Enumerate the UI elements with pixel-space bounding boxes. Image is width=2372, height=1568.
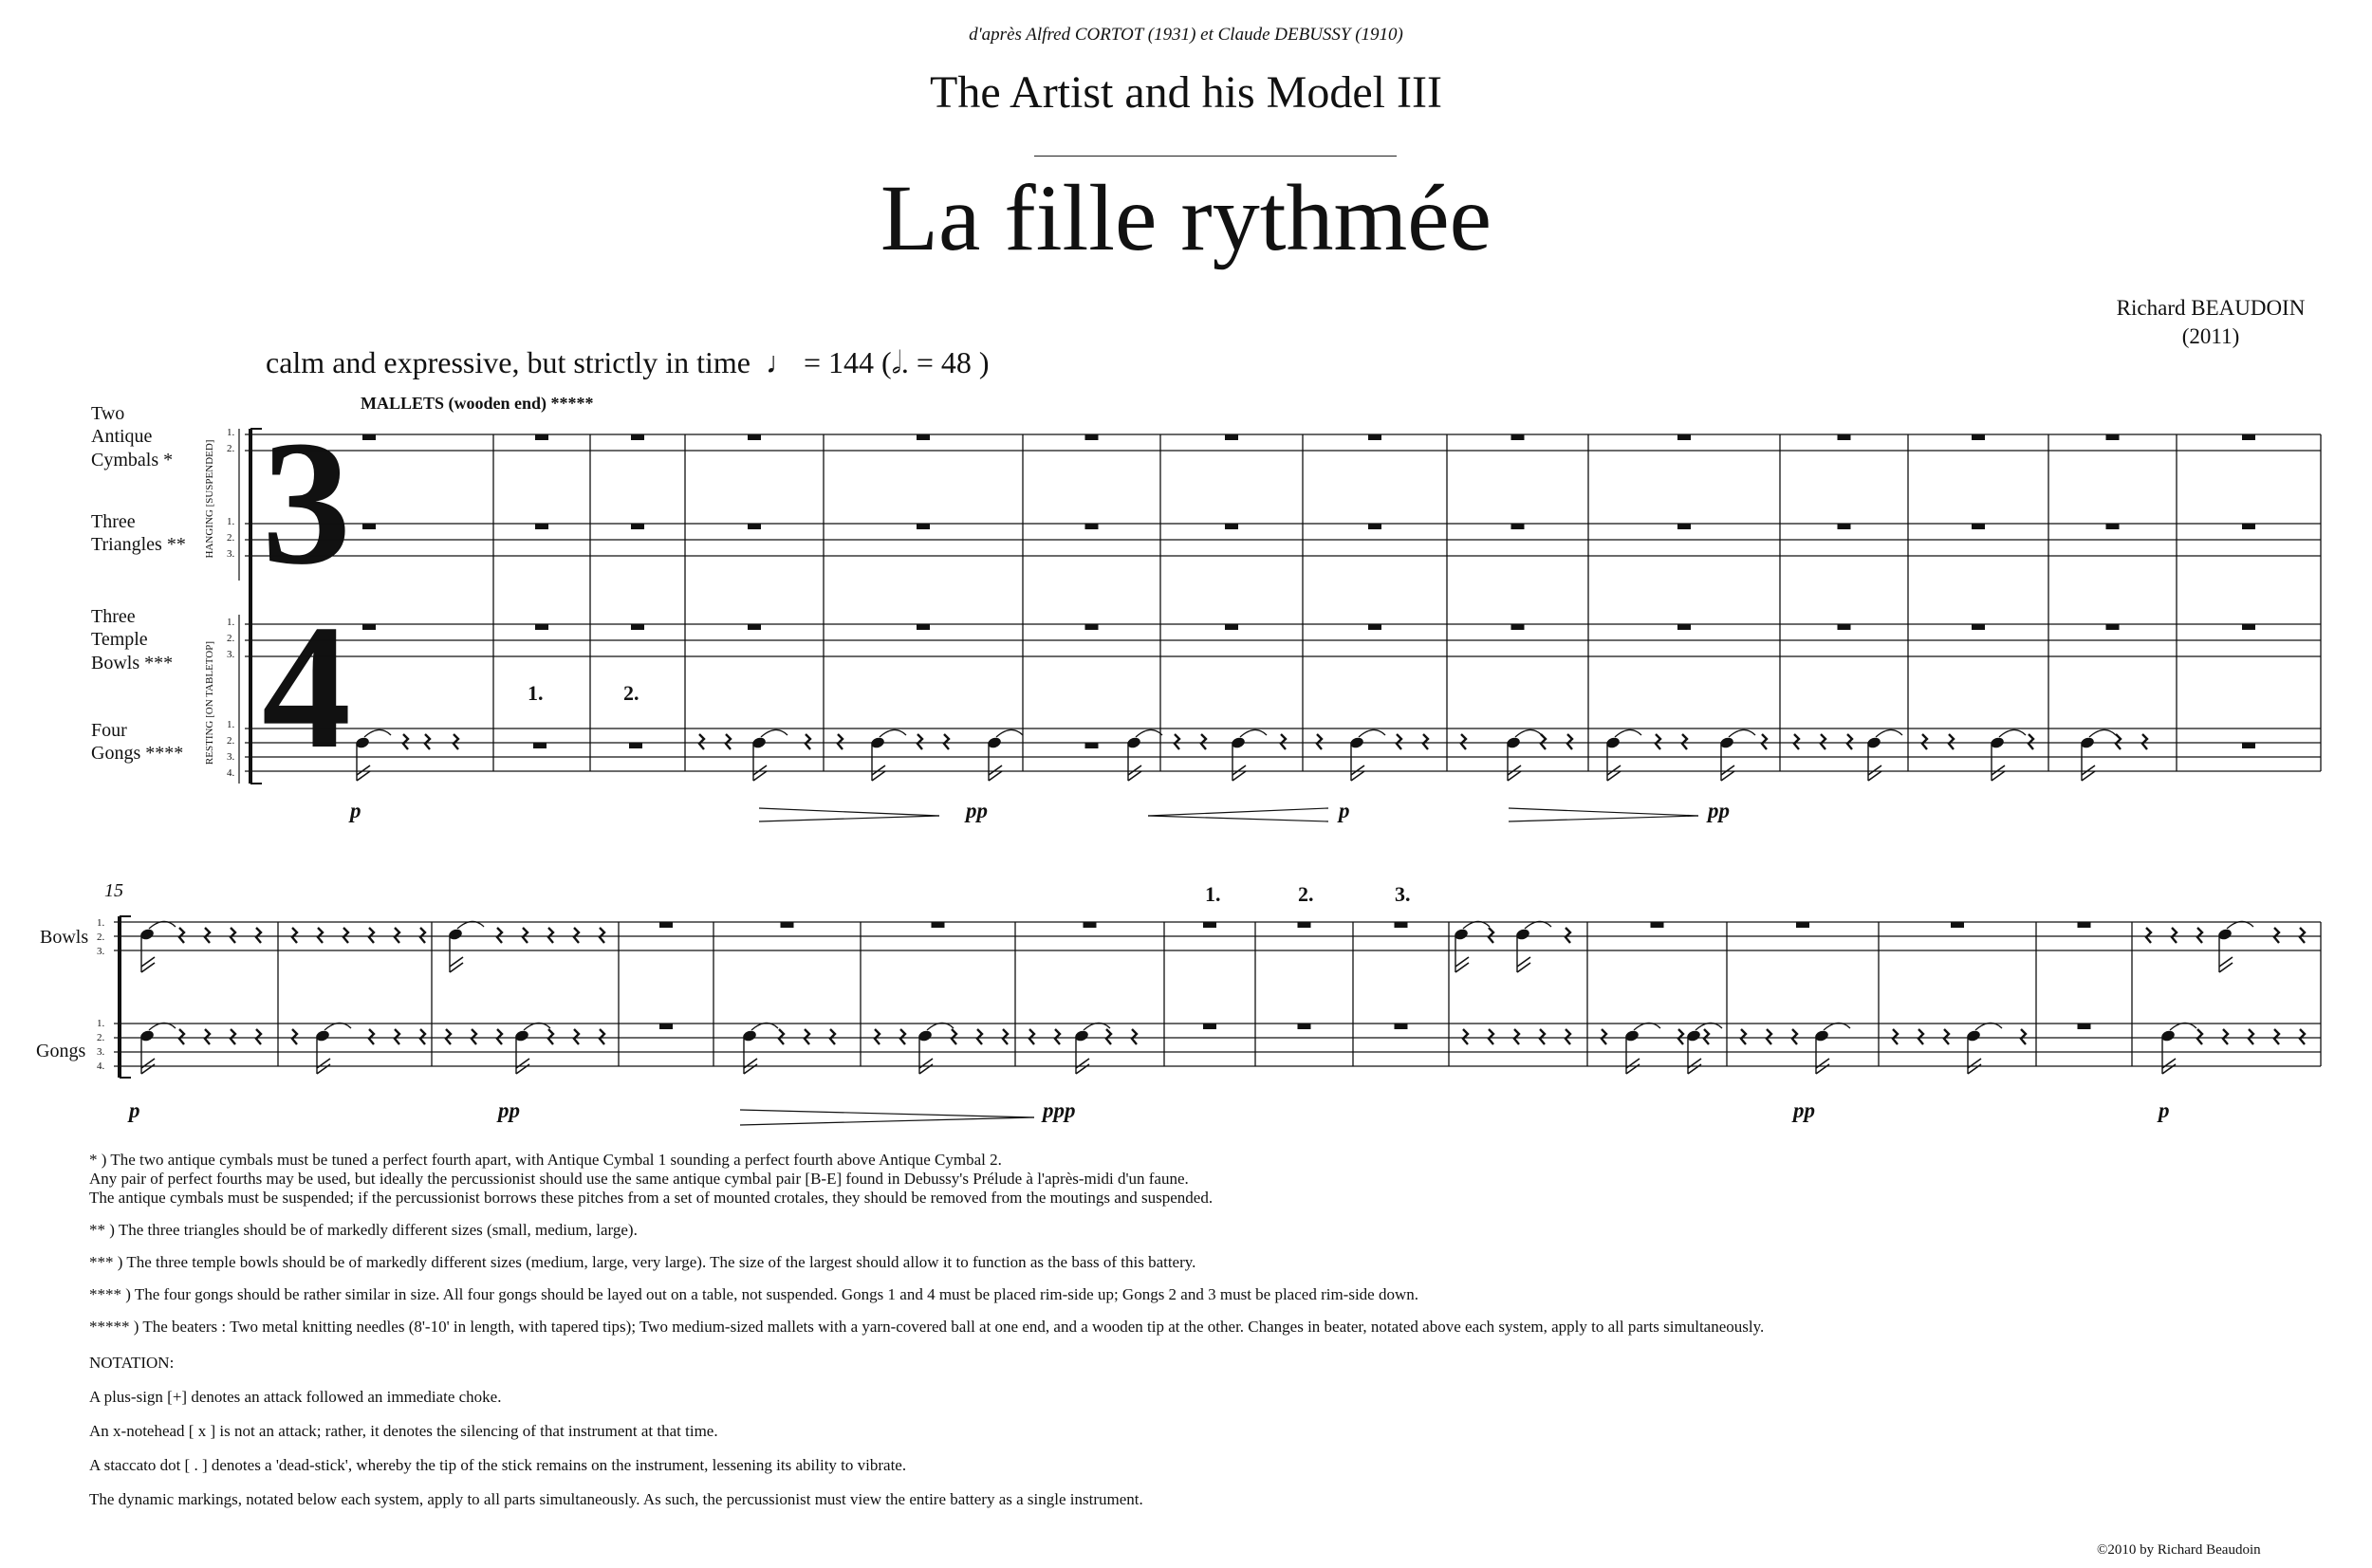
- series-title: The Artist and his Model III: [930, 67, 1442, 118]
- crescendo: [1148, 816, 1328, 821]
- time-signature-numerator: 3: [262, 403, 351, 601]
- whole-rest: [362, 434, 376, 440]
- whole-rest: [2106, 524, 2120, 529]
- quarter-rest: [1949, 734, 1954, 749]
- quarter-rest: [425, 734, 430, 749]
- quarter-rest: [548, 1029, 553, 1044]
- dynamic-pp: pp: [966, 799, 988, 822]
- whole-rest: [362, 624, 376, 630]
- whole-rest: [917, 524, 930, 529]
- quarter-rest: [1317, 734, 1322, 749]
- quarter-rest: [1847, 734, 1852, 749]
- notation-staccato: A staccato dot [ . ] denotes a 'dead-stick', whereby the tip of the stick remains on the instrument, lessening its ability to vibrate.: [89, 1456, 907, 1474]
- note-flag: [1607, 766, 1621, 775]
- half-note-icon: 𝅗𝅥: [891, 345, 901, 379]
- quarter-rest: [2146, 928, 2151, 943]
- quarter-rest: [1918, 1029, 1923, 1044]
- whole-rest: [1511, 624, 1525, 630]
- whole-rest: [1368, 524, 1381, 529]
- quarter-rest: [1397, 734, 1401, 749]
- quarter-rest: [574, 928, 579, 943]
- quarter-rest: [1106, 1029, 1111, 1044]
- tie: [1729, 729, 1755, 737]
- quarter-rest: [497, 1029, 502, 1044]
- whole-rest: [1796, 922, 1809, 928]
- quarter-rest: [446, 1029, 451, 1044]
- note-flag: [989, 766, 1002, 775]
- footnote-cymbals-2: Any pair of perfect fourths may be used, but ideally the percussionist should use the same antique cymbal pair [B-E] found in Debussy's Prélude à l'après-midi d'un faune.: [89, 1170, 1189, 1188]
- quarter-rest: [1922, 734, 1927, 749]
- tempo-text: calm and expressive, but strictly in time: [266, 345, 751, 379]
- quarter-rest: [952, 1029, 956, 1044]
- quarter-rest: [699, 734, 704, 749]
- ending-2: 2.: [1298, 882, 1314, 906]
- tie: [2089, 729, 2116, 737]
- whole-rest: [748, 624, 761, 630]
- note-flag: [357, 771, 370, 781]
- whole-rest: [781, 922, 794, 928]
- whole-rest: [2106, 434, 2120, 440]
- quarter-rest: [1201, 734, 1206, 749]
- whole-rest: [1395, 1024, 1408, 1029]
- quarter-rest: [2300, 928, 2305, 943]
- note-flag: [872, 766, 885, 775]
- tie: [996, 729, 1023, 737]
- note-flag: [753, 766, 767, 775]
- quarter-rest: [343, 928, 348, 943]
- note-flag: [989, 771, 1002, 781]
- quarter-rest: [1281, 734, 1286, 749]
- diminuendo: [759, 816, 939, 821]
- note-flag: [1455, 963, 1469, 972]
- ending-3: 3.: [1395, 882, 1411, 906]
- dynamic-p: p: [1339, 799, 1350, 822]
- notation-dynamics: The dynamic markings, notated below each system, apply to all parts simultaneously. As such, the percussionist must view the entire battery as a single instrument.: [89, 1490, 1143, 1508]
- quarter-rest: [2249, 1029, 2253, 1044]
- whole-rest: [535, 434, 548, 440]
- quarter-rest: [805, 1029, 809, 1044]
- composition-year: (2011): [2181, 323, 2240, 348]
- instrument-label-gongs: Four Gongs ****: [91, 720, 184, 765]
- whole-rest: [1084, 922, 1097, 928]
- quarter-rest: [1540, 1029, 1545, 1044]
- quarter-rest: [318, 928, 323, 943]
- quarter-rest: [2142, 734, 2147, 749]
- quarter-rest: [369, 1029, 374, 1044]
- quarter-rest: [600, 1029, 604, 1044]
- quarter-rest: [1489, 1029, 1493, 1044]
- note-flag: [1128, 771, 1141, 781]
- quarter-rest: [1678, 1029, 1683, 1044]
- note-flag: [753, 771, 767, 781]
- beater-marking: MALLETS (wooden end) *****: [361, 394, 594, 413]
- quarter-rest: [726, 734, 731, 749]
- dynamic-p: p: [2159, 1098, 2170, 1122]
- quarter-rest: [1541, 734, 1546, 749]
- whole-rest: [1395, 922, 1408, 928]
- quarter-rest: [1762, 734, 1767, 749]
- quarter-rest: [523, 928, 528, 943]
- page-title: La fille rythmée: [880, 165, 1492, 270]
- whole-rest: [748, 524, 761, 529]
- quarter-rest: [1055, 1029, 1060, 1044]
- note-flag: [872, 771, 885, 781]
- quarter-rest: [574, 1029, 579, 1044]
- quarter-rest: [256, 928, 261, 943]
- whole-rest: [2242, 434, 2255, 440]
- whole-rest: [1838, 434, 1851, 440]
- whole-rest: [1838, 524, 1851, 529]
- whole-rest: [1368, 624, 1381, 630]
- note-flag: [2219, 963, 2233, 972]
- whole-rest: [1951, 922, 1964, 928]
- note-flag: [1508, 766, 1521, 775]
- quarter-rest: [838, 734, 843, 749]
- whole-rest: [1225, 624, 1238, 630]
- quarter-rest: [900, 1029, 905, 1044]
- quarter-rest: [1794, 734, 1799, 749]
- note-flag: [1508, 771, 1521, 781]
- notation-heading: NOTATION:: [89, 1354, 175, 1372]
- whole-rest: [1972, 524, 1985, 529]
- quarter-rest: [548, 928, 553, 943]
- quarter-rest: [1566, 1029, 1570, 1044]
- whole-rest: [1677, 524, 1691, 529]
- tie: [1876, 729, 1902, 737]
- whole-rest: [1677, 434, 1691, 440]
- note-flag: [1721, 771, 1734, 781]
- quarter-rest: [2116, 734, 2121, 749]
- whole-rest: [1085, 743, 1099, 748]
- quarter-rest: [1003, 1029, 1008, 1044]
- note-flag: [2082, 766, 2095, 775]
- quarter-rest: [395, 928, 399, 943]
- quarter-rest: [292, 1029, 297, 1044]
- footnotes: [89, 1151, 2328, 1509]
- line-numbers-triangles: 1. 2. 3.: [227, 516, 235, 560]
- quarter-rest: [2197, 1029, 2202, 1044]
- whole-rest: [659, 1024, 673, 1029]
- quarter-rest: [179, 1029, 184, 1044]
- quarter-rest: [1489, 928, 1493, 943]
- whole-rest: [1225, 524, 1238, 529]
- line-numbers-bowls-2: 1. 2. 3.: [97, 917, 105, 957]
- whole-rest: [917, 624, 930, 630]
- quarter-rest: [1821, 734, 1825, 749]
- instrument-label-triangles: Three Triangles **: [91, 511, 186, 556]
- notation-x: An x-notehead [ x ] is not an attack; rather, it denotes the silencing of that instrument at that time.: [89, 1422, 718, 1440]
- quarter-rest: [2172, 928, 2177, 943]
- diminuendo: [1509, 808, 1698, 816]
- note-flag: [1868, 771, 1881, 781]
- quarter-rest: [1132, 1029, 1137, 1044]
- whole-rest: [2242, 624, 2255, 630]
- note-flag: [2082, 771, 2095, 781]
- note-flag: [141, 957, 155, 967]
- tie: [761, 729, 788, 737]
- notation-plus: A plus-sign [+] denotes an attack followed an immediate choke.: [89, 1388, 502, 1406]
- note-flag: [1128, 766, 1141, 775]
- dynamic-pp: pp: [1793, 1098, 1815, 1122]
- tie: [1615, 729, 1641, 737]
- quarter-rest: [1792, 1029, 1797, 1044]
- note-flag: [1868, 766, 1881, 775]
- quarter-rest: [917, 734, 922, 749]
- whole-rest: [1511, 434, 1525, 440]
- quarter-rest: [875, 1029, 880, 1044]
- quarter-rest: [1175, 734, 1179, 749]
- ending-1: 1.: [1205, 882, 1221, 906]
- tie: [1136, 729, 1162, 737]
- quarter-rest: [256, 1029, 261, 1044]
- whole-rest: [631, 434, 644, 440]
- quarter-rest: [600, 928, 604, 943]
- note-flag: [141, 963, 155, 972]
- tie: [1359, 729, 1385, 737]
- note-flag: [1351, 771, 1364, 781]
- tie: [1515, 729, 1542, 737]
- quarter-rest: [454, 734, 458, 749]
- whole-rest: [2106, 624, 2120, 630]
- footnote-bowls: *** ) The three temple bowls should be of markedly different sizes (medium, large, very large). The size of the largest should allow it to function as the bass of this battery.: [89, 1253, 1196, 1271]
- ending-1: 1.: [528, 681, 544, 705]
- quarter-rest: [1029, 1029, 1034, 1044]
- whole-rest: [1677, 624, 1691, 630]
- whole-rest: [1225, 434, 1238, 440]
- quarter-rest: [1741, 1029, 1746, 1044]
- tie: [1240, 729, 1267, 737]
- whole-rest: [535, 524, 548, 529]
- tempo-quarter-bpm: = 144 (: [803, 345, 892, 379]
- quarter-note-icon: ♩: [757, 345, 796, 379]
- diminuendo: [740, 1117, 1034, 1125]
- quarter-rest: [1602, 1029, 1606, 1044]
- diminuendo: [759, 808, 939, 816]
- note-flag: [2219, 957, 2233, 967]
- quarter-rest: [2197, 928, 2202, 943]
- whole-rest: [932, 922, 945, 928]
- quarter-rest: [420, 1029, 425, 1044]
- whole-rest: [659, 922, 673, 928]
- instrument-label-gongs-2: Gongs: [36, 1041, 86, 1061]
- tie: [880, 729, 906, 737]
- whole-rest: [1298, 922, 1311, 928]
- crescendo: [1148, 808, 1328, 816]
- quarter-rest: [2274, 928, 2279, 943]
- time-signature-denominator: 4: [262, 587, 351, 785]
- quarter-rest: [420, 928, 425, 943]
- note-flag: [1992, 771, 2005, 781]
- whole-rest: [917, 434, 930, 440]
- note-flag: [357, 766, 370, 775]
- whole-rest: [1203, 922, 1216, 928]
- quarter-rest: [2274, 1029, 2279, 1044]
- quarter-rest: [1461, 734, 1466, 749]
- tempo-dotted-half-bpm: . = 48 ): [900, 345, 990, 379]
- line-numbers-gongs: 1. 2. 3. 4.: [227, 719, 235, 779]
- whole-rest: [1651, 922, 1664, 928]
- quarter-rest: [944, 734, 949, 749]
- composer-name: Richard BEAUDOIN: [2116, 296, 2306, 320]
- quarter-rest: [1704, 1029, 1709, 1044]
- note-flag: [1517, 963, 1530, 972]
- footnote-gongs: **** ) The four gongs should be rather similar in size. All four gongs should be layed out on a table, not suspended. Gongs 1 and 4 must be placed rim-side up; Gongs 2 and 3 must be placed rim-side down.: [89, 1285, 1418, 1303]
- quarter-rest: [1567, 734, 1572, 749]
- quarter-rest: [806, 734, 810, 749]
- diminuendo: [1509, 816, 1698, 821]
- note-flag: [1351, 766, 1364, 775]
- whole-rest: [1972, 434, 1985, 440]
- whole-rest: [631, 524, 644, 529]
- whole-rest: [1838, 624, 1851, 630]
- note-flag: [450, 963, 463, 972]
- whole-rest: [631, 624, 644, 630]
- quarter-rest: [292, 928, 297, 943]
- dynamic-pp: pp: [498, 1098, 520, 1122]
- footnote-cymbals-3: The antique cymbals must be suspended; if the percussionist borrows these pitches from a set of mounted crotales, they should be removed from the moutings and suspended.: [89, 1189, 1214, 1207]
- ending-2: 2.: [623, 681, 639, 705]
- note-flag: [1232, 766, 1246, 775]
- quarter-rest: [2300, 1029, 2305, 1044]
- dynamic-p: p: [350, 799, 361, 822]
- note-flag: [1607, 771, 1621, 781]
- whole-rest: [1511, 524, 1525, 529]
- quarter-rest: [1682, 734, 1687, 749]
- quarter-rest: [2223, 1029, 2228, 1044]
- note-flag: [1455, 957, 1469, 967]
- instrument-label-temple-bowls: Three Temple Bowls ***: [91, 606, 174, 673]
- whole-rest: [2078, 922, 2091, 928]
- whole-rest: [1298, 1024, 1311, 1029]
- whole-rest: [1085, 624, 1099, 630]
- diminuendo: [740, 1110, 1034, 1117]
- whole-rest: [1972, 624, 1985, 630]
- whole-rest: [2242, 743, 2255, 748]
- whole-rest: [535, 624, 548, 630]
- quarter-rest: [497, 928, 502, 943]
- whole-rest: [748, 434, 761, 440]
- quarter-rest: [977, 1029, 982, 1044]
- footnote-cymbals-1: * ) The two antique cymbals must be tuned a perfect fourth apart, with Antique Cymbal 1 sounding a perfect fourth above Antique Cymbal 2.: [89, 1151, 1002, 1169]
- tie: [364, 729, 391, 737]
- quarter-rest: [395, 1029, 399, 1044]
- quarter-rest: [403, 734, 408, 749]
- quarter-rest: [369, 928, 374, 943]
- line-numbers-gongs-2: 1. 2. 3. 4.: [97, 1018, 105, 1072]
- whole-rest: [1368, 434, 1381, 440]
- dynamic-p: p: [129, 1098, 140, 1122]
- subtitle: d'après Alfred CORTOT (1931) et Claude DEBUSSY (1910): [969, 25, 1403, 45]
- whole-rest: [533, 743, 547, 748]
- group-label-hanging: HANGING [SUSPENDED]: [204, 439, 215, 559]
- note-flag: [1721, 766, 1734, 775]
- quarter-rest: [1656, 734, 1660, 749]
- footnote-beaters: ***** ) The beaters : Two metal knitting needles (8'-10' in length, with tapered tips); Two medium-sized mallets with a yarn-covered ball at one end, and a wooden tip at the other. Changes in beater, notated above each system, apply to all parts simultaneously.: [89, 1318, 1765, 1336]
- copyright: ©2010 by Richard Beaudoin: [2097, 1542, 2261, 1558]
- note-flag: [450, 957, 463, 967]
- dynamic-ppp: ppp: [1043, 1098, 1076, 1122]
- quarter-rest: [231, 928, 235, 943]
- quarter-rest: [830, 1029, 835, 1044]
- quarter-rest: [1514, 1029, 1519, 1044]
- quarter-rest: [179, 928, 184, 943]
- note-flag: [1232, 771, 1246, 781]
- quarter-rest: [205, 928, 210, 943]
- quarter-rest: [205, 1029, 210, 1044]
- whole-rest: [1085, 524, 1099, 529]
- quarter-rest: [472, 1029, 476, 1044]
- line-numbers-cymbals: 1. 2.: [227, 427, 235, 454]
- quarter-rest: [779, 1029, 784, 1044]
- whole-rest: [1203, 1024, 1216, 1029]
- note-flag: [1517, 957, 1530, 967]
- note-flag: [1992, 766, 2005, 775]
- whole-rest: [2242, 524, 2255, 529]
- quarter-rest: [1893, 1029, 1898, 1044]
- footnote-triangles: ** ) The three triangles should be of markedly different sizes (small, medium, large).: [89, 1221, 638, 1239]
- quarter-rest: [2021, 1029, 2026, 1044]
- measure-number: 15: [104, 880, 123, 901]
- whole-rest: [1085, 434, 1099, 440]
- quarter-rest: [1767, 1029, 1771, 1044]
- line-numbers-bowls: 1. 2. 3.: [227, 617, 235, 660]
- whole-rest: [362, 524, 376, 529]
- quarter-rest: [1423, 734, 1428, 749]
- dynamic-pp: pp: [1708, 799, 1730, 822]
- instrument-label-antique-cymbals: Two Antique Cymbals *: [91, 403, 174, 470]
- tie: [1999, 729, 2026, 737]
- group-label-resting: RESTING [ON TABLETOP]: [204, 640, 215, 766]
- instrument-label-bowls: Bowls: [40, 927, 89, 948]
- quarter-rest: [1944, 1029, 1949, 1044]
- quarter-rest: [2029, 734, 2033, 749]
- quarter-rest: [1463, 1029, 1468, 1044]
- quarter-rest: [231, 1029, 235, 1044]
- quarter-rest: [1566, 928, 1570, 943]
- whole-rest: [2078, 1024, 2091, 1029]
- whole-rest: [629, 743, 642, 748]
